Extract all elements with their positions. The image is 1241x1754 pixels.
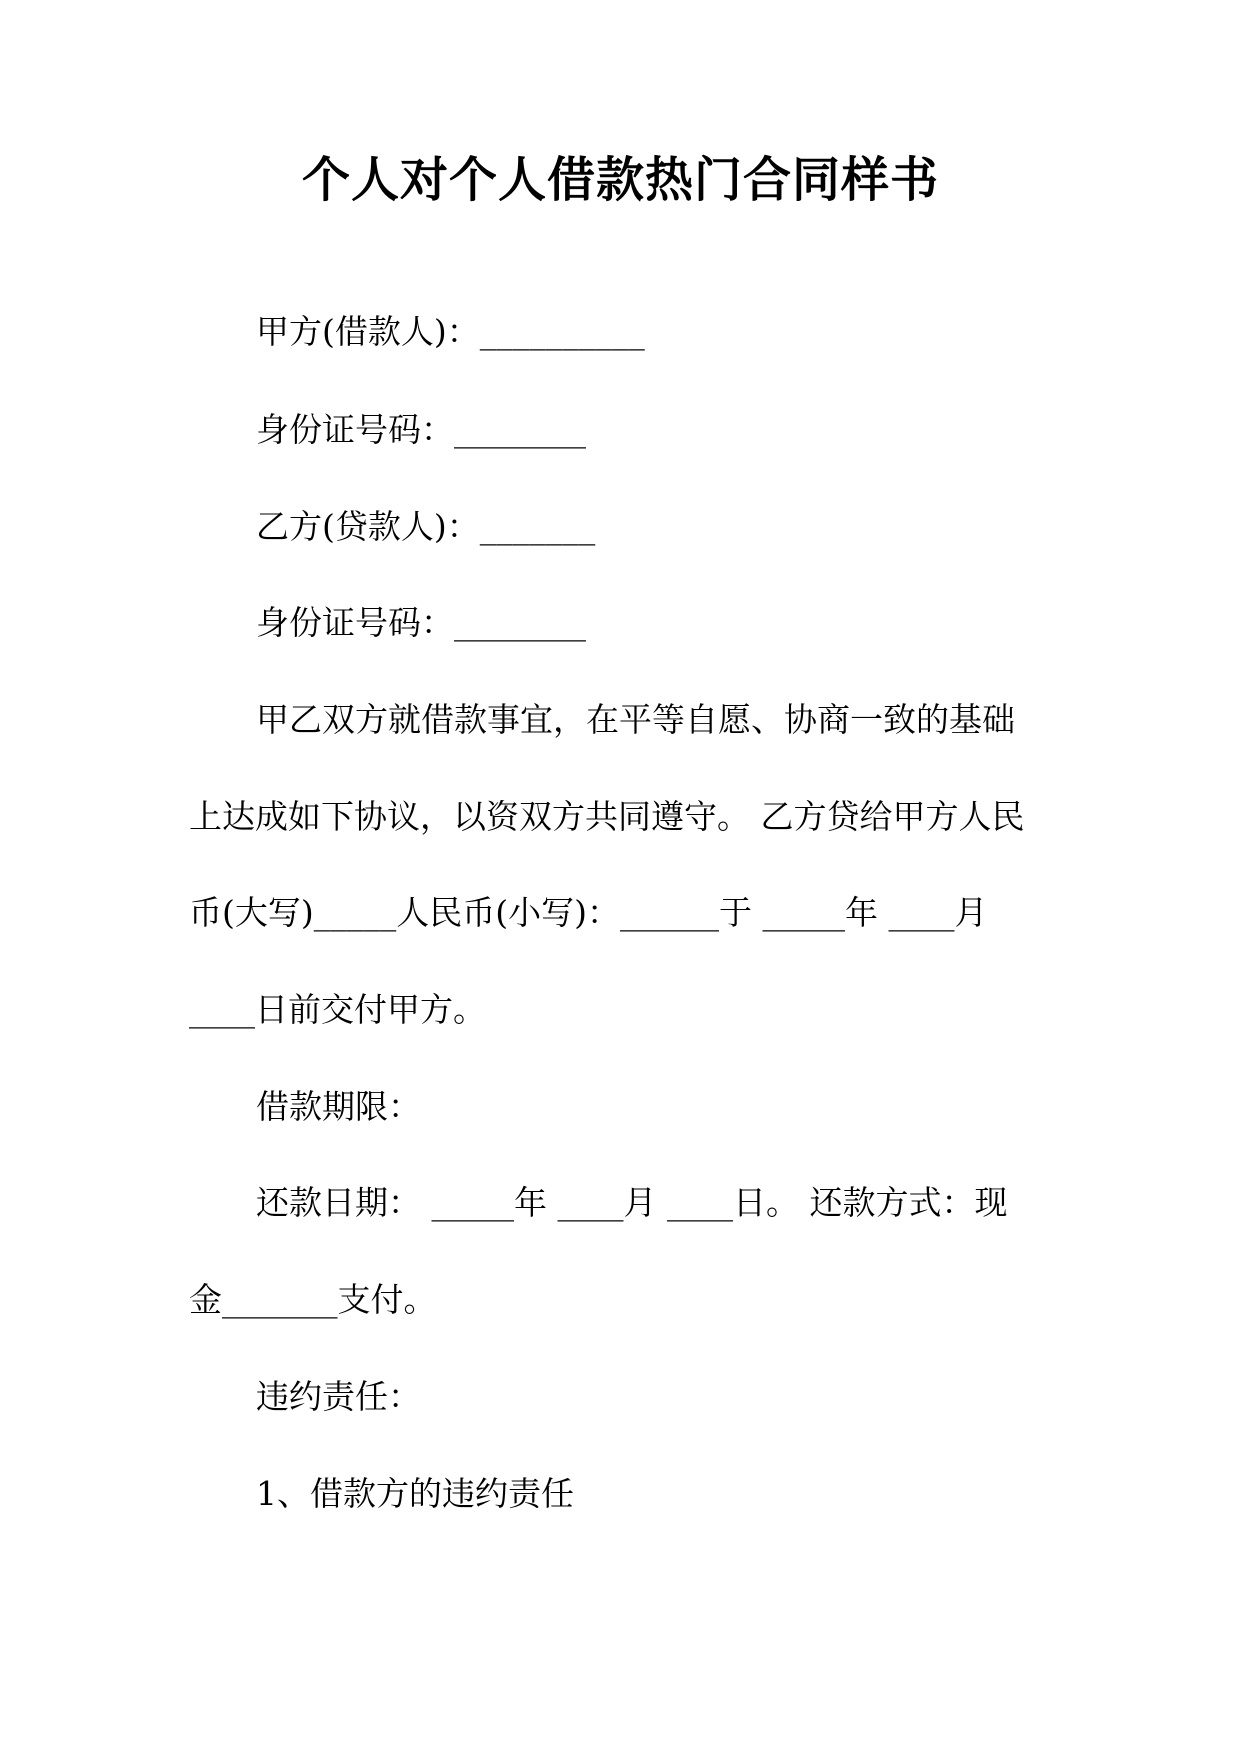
agreement-paragraph-line-2: 上达成如下协议，以资双方共同遵守。 乙方贷给甲方人民 <box>189 797 1025 836</box>
borrower-liability-heading: 1、借款方的违约责任 <box>256 1474 574 1513</box>
agreement-paragraph-line-1: 甲乙双方就借款事宜，在平等自愿、协商一致的基础 <box>256 700 1015 739</box>
borrower-id-field: 身份证号码：________ <box>256 410 586 449</box>
document-title: 个人对个人借款热门合同样书 <box>301 152 939 208</box>
borrower-field: 甲方(借款人)：__________ <box>256 312 645 351</box>
agreement-paragraph-line-3: 币(大写)_____人民币(小写)：______于 _____年 ____月 <box>189 893 988 932</box>
loan-term-heading: 借款期限： <box>256 1087 421 1126</box>
repayment-line-2: 金_______支付。 <box>189 1280 437 1319</box>
repayment-line-1: 还款日期： _____年 ____月 ____日。 还款方式：现 <box>256 1183 1008 1222</box>
liability-heading: 违约责任： <box>256 1377 421 1416</box>
lender-field: 乙方(贷款人)：_______ <box>256 507 596 546</box>
agreement-paragraph-line-4: ____日前交付甲方。 <box>189 990 486 1029</box>
lender-id-field: 身份证号码：________ <box>256 603 586 642</box>
